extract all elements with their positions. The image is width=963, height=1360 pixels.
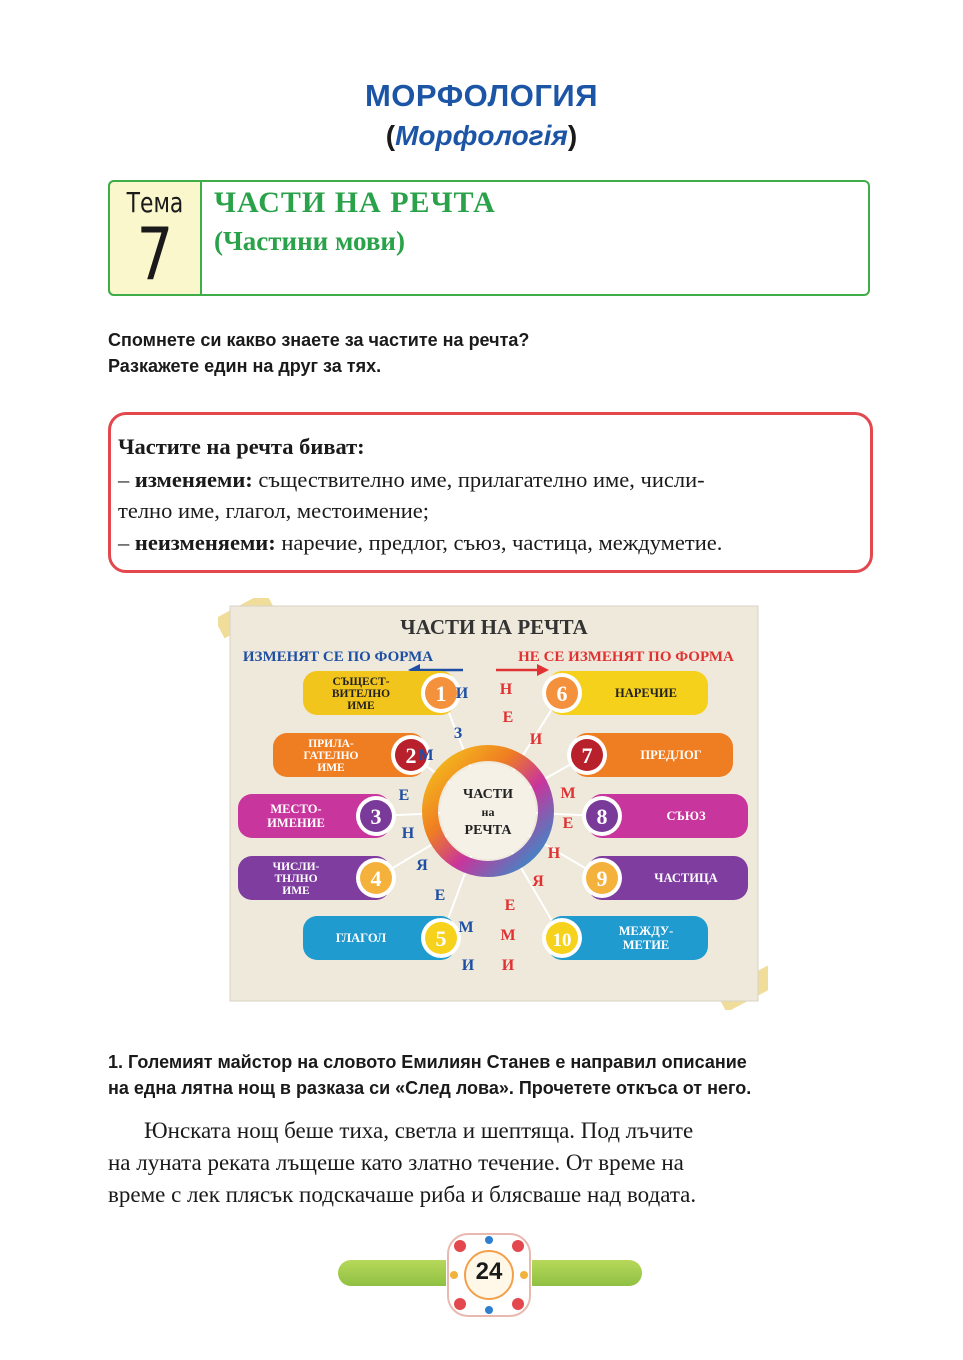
- left-item-3-label-0: МЕСТО-: [270, 802, 322, 816]
- paragraph-line-1: Юнската нощ беше тиха, светла и шептяща. Под лъчите: [144, 1118, 694, 1143]
- question-2: Разкажете един на друг за тях.: [108, 356, 382, 376]
- left-item-1-number: 1: [435, 681, 447, 706]
- right-letter-10: И: [501, 957, 515, 974]
- topic-label: Тема: [126, 186, 184, 219]
- left-item-1-label-2: ИМЕ: [347, 700, 375, 712]
- left-item-2-number: 2: [405, 743, 417, 768]
- section-subtitle: [0, 120, 963, 152]
- left-letter-8: И: [461, 957, 475, 974]
- right-item-8: [582, 794, 748, 838]
- right-letter-5: Е: [562, 815, 574, 832]
- right-item-8-number: 8: [596, 804, 608, 829]
- rule-line-1-rest: съществително име, прилагателно име, числи-: [252, 467, 705, 492]
- left-letter-1: З: [453, 725, 463, 742]
- right-item-9-label-0: ЧАСТИЦА: [654, 871, 718, 885]
- right-letter-4: М: [560, 785, 576, 802]
- center-line-2: на: [481, 805, 495, 819]
- right-item-6: [542, 671, 708, 715]
- poster-title: ЧАСТИ НА РЕЧТА: [400, 615, 588, 639]
- rule-line-3-dash: –: [118, 530, 135, 555]
- right-letter-3: З: [519, 757, 529, 774]
- left-item-2: [273, 733, 434, 777]
- right-letter-7: Я: [532, 873, 544, 890]
- right-item-9-number: 9: [596, 866, 608, 891]
- rule-line-3-rest: наречие, предлог, съюз, частица, междуметие.: [275, 530, 723, 555]
- rule-heading-text: Частите на речта биват:: [118, 434, 365, 459]
- right-item-10-number: 10: [552, 930, 572, 951]
- section-title: МОРФОЛОГИЯ: [364, 78, 598, 113]
- paragraph-line-2: на луната реката лъщеше като златно течение. От време на: [108, 1150, 684, 1175]
- page-number: 24: [475, 1258, 503, 1285]
- rule-line-3: [118, 530, 722, 556]
- left-item-5-label-0: ГЛАГОЛ: [335, 931, 387, 945]
- left-item-5: [303, 916, 461, 960]
- left-item-1-label-1: ВИТЕЛНО: [331, 688, 391, 700]
- right-item-10-label-0: МЕЖДУ-: [618, 924, 674, 938]
- left-item-4-label-0: ЧИСЛИ-: [272, 861, 320, 873]
- subtitle-text: Морфологія: [395, 120, 568, 151]
- right-item-10: [542, 916, 708, 960]
- paragraph-line-3: време с лек плясък подскачаше риба и блясваше над водата.: [108, 1182, 697, 1207]
- left-item-2-label-0: ПРИЛА-: [308, 738, 354, 750]
- exercise-line-2: на една лятна нощ в разказа си «След лова». Прочетете откъса от него.: [108, 1078, 752, 1098]
- rule-line-1-bold: изменяеми:: [134, 467, 253, 492]
- rule-line-1-dash: –: [118, 467, 135, 492]
- poster-svg: [218, 598, 768, 1010]
- right-letter-2: И: [529, 731, 543, 748]
- left-item-1-label-0: СЪЩЕСТ-: [332, 676, 390, 688]
- rule-line-2: телно име, глагол, местоимение;: [118, 498, 430, 523]
- right-letter-0: Н: [499, 681, 513, 698]
- left-item-3-label-1: ИМЕНИЕ: [267, 816, 325, 830]
- right-letter-6: Н: [547, 845, 561, 862]
- parts-of-speech-poster: [218, 598, 768, 1010]
- topic-subtitle: (Частини мови): [214, 226, 405, 256]
- subtitle-close-paren: ): [567, 120, 578, 151]
- left-letter-6: Е: [434, 887, 446, 904]
- right-letter-1: Е: [502, 709, 514, 726]
- left-item-5-number: 5: [435, 926, 447, 951]
- left-letter-5: Я: [416, 857, 428, 874]
- topic-tab: [108, 180, 202, 296]
- left-item-1: [303, 671, 461, 715]
- left-item-3-number: 3: [370, 804, 382, 829]
- right-item-7: [567, 733, 733, 777]
- left-item-4-label-2: ИМЕ: [282, 885, 310, 897]
- right-item-7-number: 7: [581, 743, 593, 768]
- left-letter-4: Н: [401, 825, 415, 842]
- subtitle-open-paren: (: [385, 120, 396, 151]
- topic-title: ЧАСТИ НА РЕЧТА: [214, 186, 496, 219]
- left-letter-0: И: [455, 685, 469, 702]
- poster-right-header: НЕ СЕ ИЗМЕНЯТ ПО ФОРМА: [518, 649, 734, 665]
- left-item-4-label-1: ТНЛНО: [274, 873, 318, 885]
- right-item-7-label-0: ПРЕДЛОГ: [640, 748, 702, 762]
- left-letter-3: Е: [398, 787, 410, 804]
- center-line-1: ЧАСТИ: [462, 787, 514, 802]
- left-item-4-number: 4: [370, 866, 382, 891]
- exercise-line-1: 1. Големият майстор на словото Емилиян Станев е направил описание: [108, 1052, 747, 1072]
- left-item-3: [238, 794, 396, 838]
- rule-line-3-bold: неизменяеми:: [134, 530, 276, 555]
- topic-number: 7: [136, 212, 174, 296]
- left-letter-2: М: [418, 747, 434, 764]
- left-item-2-label-1: ГАТЕЛНО: [303, 750, 359, 762]
- question-1: Спомнете си какво знаете за частите на речта?: [108, 330, 530, 350]
- right-item-9: [582, 856, 748, 900]
- rule-line-1: [118, 467, 705, 493]
- left-letter-7: М: [458, 919, 474, 936]
- poster-left-header: ИЗМЕНЯТ СЕ ПО ФОРМА: [242, 649, 434, 665]
- right-item-6-number: 6: [556, 681, 568, 706]
- right-letter-9: М: [500, 927, 516, 944]
- right-item-8-label-0: СЪЮЗ: [666, 809, 706, 823]
- left-item-2-label-2: ИМЕ: [317, 762, 345, 774]
- left-item-4: [238, 856, 396, 900]
- center-line-3: РЕЧТА: [464, 823, 512, 838]
- right-item-10-label-1: МЕТИЕ: [622, 938, 670, 952]
- right-item-6-label-0: НАРЕЧИЕ: [615, 686, 677, 700]
- right-letter-8: Е: [504, 897, 516, 914]
- rule-heading: [118, 434, 365, 460]
